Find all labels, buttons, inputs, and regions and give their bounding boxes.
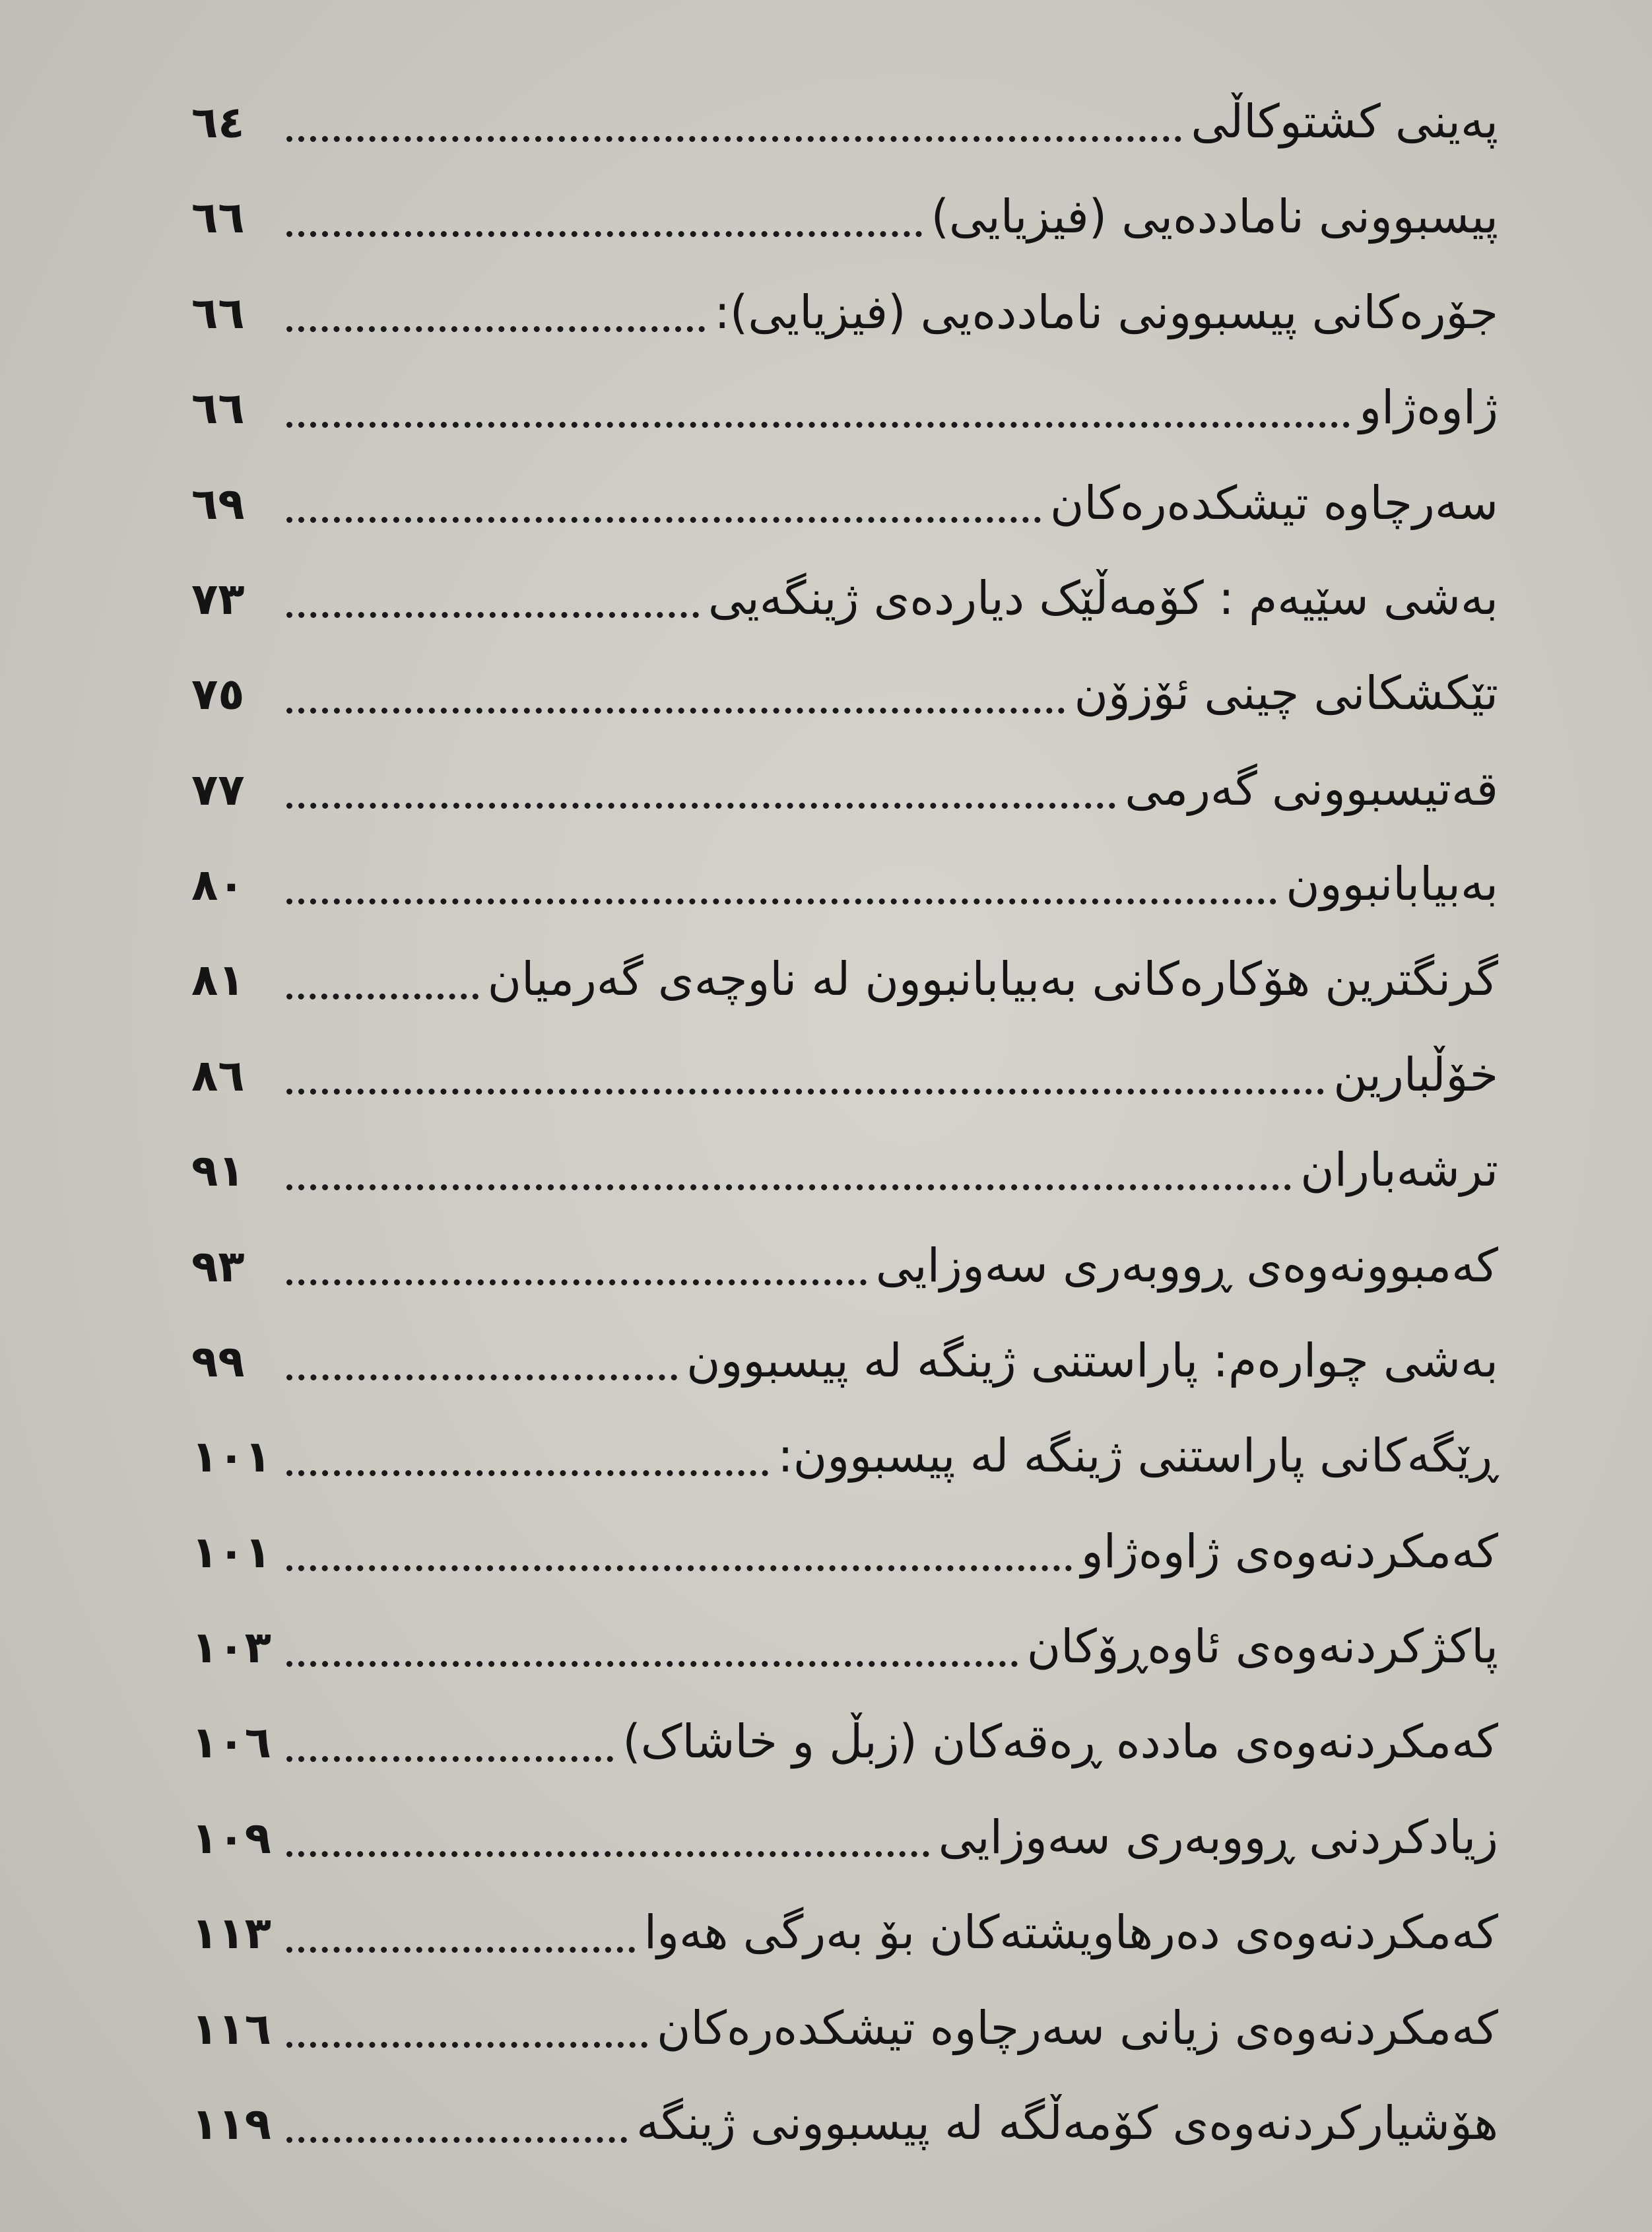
toc-entry (191, 1890, 1498, 1975)
toc-entry-title: بەبیابانبوون (1286, 857, 1498, 911)
toc-entry (191, 1318, 1498, 1403)
dot-leader (286, 517, 1041, 523)
toc-entry-title: بەشی سێیەم : کۆمەڵێک دیاردەی ژینگەیی (708, 570, 1498, 625)
dot-leader (286, 803, 1115, 809)
toc-entry-title: کەمکردنەوەی زیانی سەرچاوە تیشکدەرەکان (656, 2000, 1498, 2055)
toc-entry-title: ڕێگەکانی پاراستنی ژینگە لە پیسبوون: (777, 1429, 1498, 1483)
toc-entry (191, 174, 1498, 259)
toc-entry-page-number: ٦٦ (191, 287, 245, 339)
toc-entry-page-number: ٧٥ (191, 669, 245, 720)
toc-entry-page-number: ٨١ (191, 955, 245, 1006)
toc-entry-title: سەرچاوە تیشکدەرەکان (1050, 475, 1498, 530)
toc-entry-title: ترشەباران (1300, 1143, 1498, 1198)
toc-entry-page-number: ٦٤ (191, 97, 245, 148)
toc-entry (191, 651, 1498, 735)
toc-entry-title: کەمبوونەوەی ڕووبەری سەوزایی (875, 1238, 1498, 1293)
toc-entry-title: کەمکردنەوەی مادده ڕەقەکان (زبڵ و خاشاک) (622, 1714, 1498, 1769)
toc-entry-page-number: ١١٦ (191, 2003, 271, 2054)
dot-leader (286, 1947, 635, 1953)
toc-entry-page-number: ٧٧ (191, 764, 245, 815)
toc-entry (191, 1223, 1498, 1308)
toc-entry (191, 1604, 1498, 1689)
toc-entry (191, 747, 1498, 831)
dot-leader (286, 231, 922, 237)
toc-entry (191, 461, 1498, 545)
dot-leader (286, 1661, 1018, 1667)
toc-entry (191, 1032, 1498, 1117)
toc-entry (191, 556, 1498, 640)
toc-entry-title: زیادکردنی ڕووبەری سەوزایی (938, 1809, 1498, 1864)
toc-entry-page-number: ١٠٣ (191, 1622, 271, 1673)
dot-leader (286, 1089, 1324, 1095)
toc-entry-page-number: ٨٦ (191, 1050, 245, 1101)
dot-leader (286, 1279, 867, 1285)
toc-entry-page-number: ٩١ (191, 1145, 245, 1197)
toc-entry (191, 365, 1498, 450)
toc-entry-title: خۆڵبارین (1333, 1047, 1498, 1102)
toc-entry-page-number: ٦٦ (191, 383, 245, 434)
dot-leader (286, 2137, 627, 2143)
dot-leader (286, 1565, 1072, 1571)
dot-leader (286, 1184, 1291, 1190)
toc-entry-page-number: ١٠١ (191, 1431, 271, 1483)
toc-entry (191, 1986, 1498, 2070)
toc-entry-title: پیسبوونی نامادده‌یی (فیزیایی) (931, 189, 1498, 244)
toc-entry-title: پەینی کشتوکاڵی (1191, 94, 1498, 149)
toc-entry-page-number: ٩٣ (191, 1240, 245, 1292)
toc-entry (191, 937, 1498, 1021)
toc-entry-title: پاکژکردنەوەی ئاوەڕۆکان (1026, 1619, 1498, 1674)
toc-entry (191, 1699, 1498, 1784)
toc-entry-title: کەمکردنەوەی ژاوەژاو (1080, 1524, 1498, 1578)
dot-leader (286, 612, 699, 618)
toc-entry-page-number: ٨٠ (191, 860, 245, 910)
toc-entry-page-number: ١٠٦ (191, 1717, 271, 1769)
toc-entry (191, 1795, 1498, 1879)
table-of-contents (191, 79, 1498, 2165)
toc-entry-page-number: ١٠٩ (191, 1812, 271, 1864)
dot-leader (286, 1374, 677, 1380)
dot-leader (286, 136, 1181, 142)
toc-entry (191, 2081, 1498, 2165)
toc-entry-title: کەمکردنەوەی دەرهاویشتەکان بۆ بەرگی هەوا (644, 1905, 1498, 1960)
toc-entry-title: تێکشکانی چینی ئۆزۆن (1074, 666, 1498, 721)
toc-entry (191, 842, 1498, 926)
dot-leader (286, 1756, 613, 1762)
dot-leader (286, 326, 705, 332)
toc-entry (191, 270, 1498, 355)
toc-entry-title: بەشی چوارەم: پاراستنی ژینگە لە پیسبوون (686, 1333, 1498, 1388)
toc-entry-page-number: ٩٩ (191, 1336, 245, 1387)
toc-entry (191, 1413, 1498, 1498)
dot-leader (286, 1851, 929, 1857)
dot-leader (286, 708, 1065, 714)
toc-entry-page-number: ١٠١ (191, 1526, 271, 1578)
toc-entry-page-number: ١١٩ (191, 2098, 271, 2149)
toc-entry (191, 79, 1498, 164)
toc-entry-title: گرنگترین هۆکارەکانی بەبیابانبوون لە ناوچەی گەرمیان (487, 952, 1498, 1007)
toc-entry-page-number: ٧٣ (191, 573, 245, 625)
dot-leader (286, 1470, 768, 1476)
toc-entry-page-number: ٦٦ (191, 192, 245, 244)
toc-entry-page-number: ١١٣ (191, 1908, 271, 1959)
dot-leader (286, 422, 1350, 428)
toc-entry-title: قەتیسبوونی گەرمی (1125, 761, 1498, 816)
toc-entry-page-number: ٦٩ (191, 478, 245, 529)
dot-leader (286, 2042, 647, 2048)
toc-entry (191, 1128, 1498, 1212)
dot-leader (286, 898, 1276, 904)
toc-entry-title: ژاوەژاو (1359, 380, 1498, 435)
toc-entry (191, 1509, 1498, 1594)
toc-entry-title: جۆرەکانی پیسبوونی نامادده‌یی (فیزیایی): (714, 285, 1498, 339)
dot-leader (286, 994, 479, 999)
toc-entry-title: هۆشیارکردنەوەی کۆمەڵگە لە پیسبوونی ژینگە (636, 2095, 1498, 2150)
